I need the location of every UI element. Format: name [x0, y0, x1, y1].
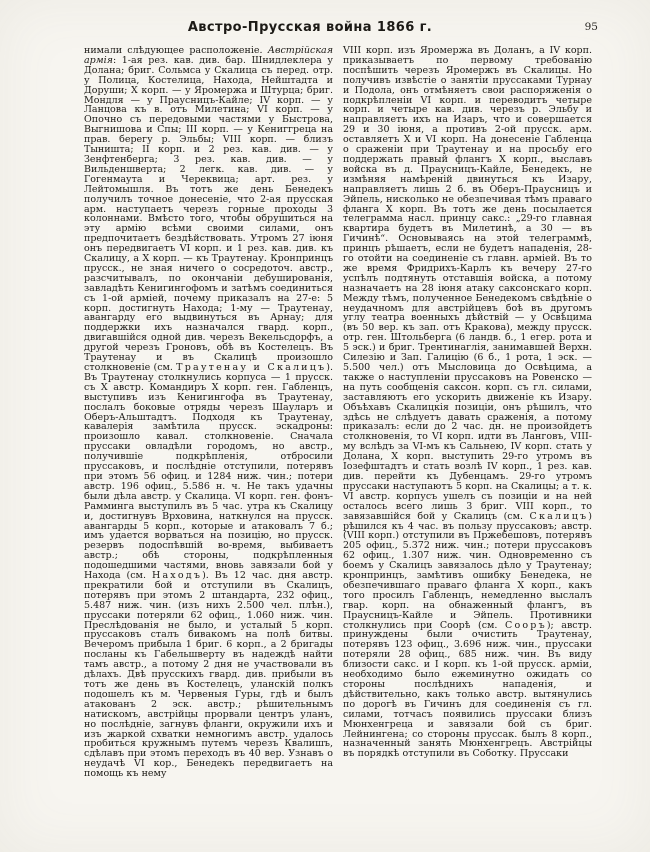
page-title: Австро-Прусская война 1866 г.: [187, 20, 433, 35]
right-text-column: VIII корп. изъ Яромержа въ Доланъ, а IV корп. приказываетъ по первому требованію поспѣшить черезъ Яромержъ въ Скалицы. Но получивъ извѣстіе о занятіи пруссаками Турнау и Подола, онъ отмѣняетъ свои распоряженія о подкрѣпленіи VI корп. и переводитъ четыре корп. и четыре кав. див. черезъ р. Эльбу и направляетъ ихъ на Изаръ, что и совершается 29 и 30 іюня, а противъ 2-ой прусск. арм. оставляетъ X и VI корп. На донесеніе Габленца о сраженіи при Траутенау и на просьбу его поддержать правый флангъ X корп., выславъ войска въ д. Праусницъ-Кайле, Бенедекъ, не измѣняя намѣреній двинуться къ Изару, направляетъ лишь 2 б. въ Оберъ-Праусницъ и Эйпель, нисколько не обезпечивая тѣмъ праваго фланга X корп. Въ тотъ же день посылается телеграмма насл. принцу сакс.: „29-го главная квартира будетъ въ Милетинѣ, а 30 — въ Гичинѣ“. Основываясь на этой телеграммѣ, принцъ рѣшаетъ, если не будетъ нападенія, 28-го отойти на соединеніе съ главн. арміей. Въ то же время Фридрихъ-Карлъ къ вечеру 27-го успѣлъ подтянуть отставшія войска, а потому назначаетъ на 28 іюня атаку саксонскаго корп. Между тѣмъ, полученное Бенедекомъ свѣдѣніе о неудачномъ для австрійцевъ боѣ въ другомъ углу театра военныхъ дѣйствій — у Освѣцима (въ 50 вер. къ зап. отъ Кракова), между прусск. отр. ген. Штольберга (6 ландв. б., 1 егер. рота и 5 эск.) и бриг. Трентинаглія, занимавшей Верхн. Силезію и Зап. Галицію (6 б., 1 рота, 1 эск. — 5.500 чел.) отъ Мысловица до Освѣцима, а также о наступленіи пруссаковъ на Ровенско — на путь сообщенія саксон. корп. съ гл. силами, заставляютъ его ускорить движеніе къ Изару. Объѣхавъ Скалицкія позиціи, онъ рѣшилъ, что здѣсь не слѣдуетъ давать сраженія, а потому приказалъ: если до 2 час. дн. не произойдетъ столкновенія, то VI корп. идти въ Ланговъ, VIII-му вслѣдъ за VI-мъ къ Сальнею, IV корп. стать у Долана, X корп. выступить 29-го утромъ въ Іозефштадтъ и стать возлѣ IV корп., 1 рез. кав. див. перейти къ Дубенцамъ. 29-го утромъ пруссаки наступаютъ 5 корп. на Скалицы; а т. к. VI австр. корпусъ ушелъ съ позиціи и на ней осталось всего лишь 3 бриг. VIII корп., то завязавшійся бой у Скалицъ (см. Скалицъ) рѣшился къ 4 час. въ пользу пруссаковъ; австр. (VIII корп.) отступили въ Пржебешовъ, потерявъ 205 офиц., 5.372 ниж. чин.; потери пруссаковъ 62 офиц., 1.307 ниж. чин. Одновременно съ боемъ у Скалицъ завязалось дѣло у Траутенау; кронпринцъ, замѣтивъ ошибку Бенедека, не обезпечившаго праваго фланга X корп., какъ того просилъ Габленцъ, немедленно выслалъ гвар. корп. на обнаженный флангъ, въ Праусницъ-Кайле и Эйпель. Противники столкнулись при Соорѣ (см. Сооръ); австр. принуждены были очистить Траутенау, потерявъ 123 офиц., 3.696 ниж. чин., пруссаки потеряли 28 офиц., 685 ниж. чин. Въ виду близости сакс. и I корп. къ 1-ой прусск. арміи, необходимо было ежеминутно ожидать со стороны послѣднихъ нападенія, и дѣйствительно, какъ только австр. вытянулись по дорогѣ въ Гичинъ для соединенія съ гл. силами, тотчасъ появились пруссаки близъ Мюнхенгреца и завязали бой съ бриг. Лейнингена; со стороны пруссак. былъ 8 корп., назначенный занять Мюнхенгрецъ. Австрійцы въ порядкѣ отступили въ Соботку. Пруссаки: [343, 45, 592, 760]
left-text-column: нимали слѣдующее расположеніе. Австрійская армія: 1-ая рез. кав. див. бар. Шнидлеклера у Долана; бриг. Сольмса у Скалица съ перед. отр. у Полица, Костелица, Находа, Нейштадта и Доруши; X корп. — у Яромержа и Штурца; бриг. Мондля — у Праусницъ-Кайле; IV корп. — у Ланцова къ в. отъ Милетина; VI корп. — у Опочно съ передовыми частями у Быстрова, Выгнишова и Спы; III корп. — у Кениггреца на прав. берегу р. Эльбы; VIII корп. — близъ Тыништа; II корп. и 2 рез. кав. див. — у Зенфтенберга; 3 рез. кав. див. — у Вильденшверта; 2 легк. кав. див. — у Гогенмаута и Череквица; арт. рез. у Лейтомышля. Въ тотъ же день Бенедекъ получилъ точное донесеніе, что 2-ая прусская арм. наступаетъ черезъ горные проходы 3 колоннами. Вмѣсто того, чтобы обрушиться на эту армію всѣми своими силами, онъ предпочитаетъ бездѣйствовать. Утромъ 27 іюня онъ передвигаетъ VI корп. и 1 рез. кав. див. къ Скалицу, а X корп. — къ Траутенау. Кронпринцъ прусск., не зная ничего о сосредоточ. австр., разсчитывалъ, по окончаніи дебушированія, завладѣть Кенигингофомъ и затѣмъ соединиться съ 1-ой арміей, почему приказалъ на 27-е: 5 корп. достигнуть Находа; 1-му — Траутенау, авангарду его выдвинуться въ Арнау; для поддержки ихъ назначался гвард. корп., двигавшійся одной див. черезъ Векельсдорфъ, а другой черезъ Гроновъ, обѣ въ Костелецъ. Въ Траутенау и въ Скалицѣ произошло столкновеніе (см. Траутенау и Скалицъ). Въ Траутенау столкнулись корпуса — 1 прусск. съ X австр. Командиръ X корп. ген. Габленцъ, выступивъ изъ Кенигингофа въ Траутенау, послалъ боковые отряды черезъ Шауларъ и Оберъ-Альштадтъ. Подходя къ Траутенау, кавалерія замѣтила прусск. эскадроны: произошло кавал. столкновеніе. Сначала пруссаки овладѣли городомъ, но австр., получившіе подкрѣпленія, отбросили пруссаковъ, и послѣдніе отступили, потерявъ при этомъ 56 офиц. и 1284 ниж. чин.; потери австр. 196 офиц., 5.586 н. ч. Не такъ удачны были дѣла австр. у Скалица. VI корп. ген. фонъ-Рамминга выступилъ въ 5 час. утра къ Скалицу и, достигнувъ Врховина, наткнулся на прусск. авангарды 5 корп., которые и атаковалъ 7 б.; имъ удается ворваться на позицію, но прусск. резервъ подоспѣвшій во-время, выбиваетъ австр.; обѣ стороны, подкрѣпленныя подошедшими частями, вновь завязали бой у Находа (см. Находъ). Въ 12 час. дня австр. прекратили бой и отступили въ Скалицъ, потерявъ при этомъ 2 штандарта, 232 офиц., 5.487 ниж. чин. (изъ нихъ 2.500 чел. плѣн.), пруссаки потеряли 62 офиц., 1.060 ниж. чин. Преслѣдованія не было, и усталый 5 корп. пруссаковъ сталъ бивакомъ на полѣ битвы. Вечеромъ прибыла 1 бриг. 6 корп., а 2 бригады посланы къ Габельшверту въ надеждѣ найти тамъ австр., а потому 2 дня не участвовали въ дѣлахъ. Двѣ прусскихъ гвард. див. прибыли въ тотъ же день въ Костелецъ, уланскій полкъ подошелъ къ м. Червеныя Гуры, гдѣ и былъ атакованъ 2 эск. австр.; рѣшительнымъ натискомъ, австрійцы прорвали центръ уланъ, но послѣдніе, загнувъ фланги, окружили ихъ и изъ жаркой схватки немногимъ австр. удалось пробиться кружнымъ путемъ черезъ Квалишъ, сдѣлавъ при этомъ переходъ въ 40 вер. Узнавъ о неудачѣ VI кор., Бенедекъ передвигаетъ на помощь къ нему: [84, 45, 334, 780]
page-header: [0, 20, 650, 38]
text-columns: [84, 46, 592, 779]
page-number: 95: [584, 21, 598, 33]
